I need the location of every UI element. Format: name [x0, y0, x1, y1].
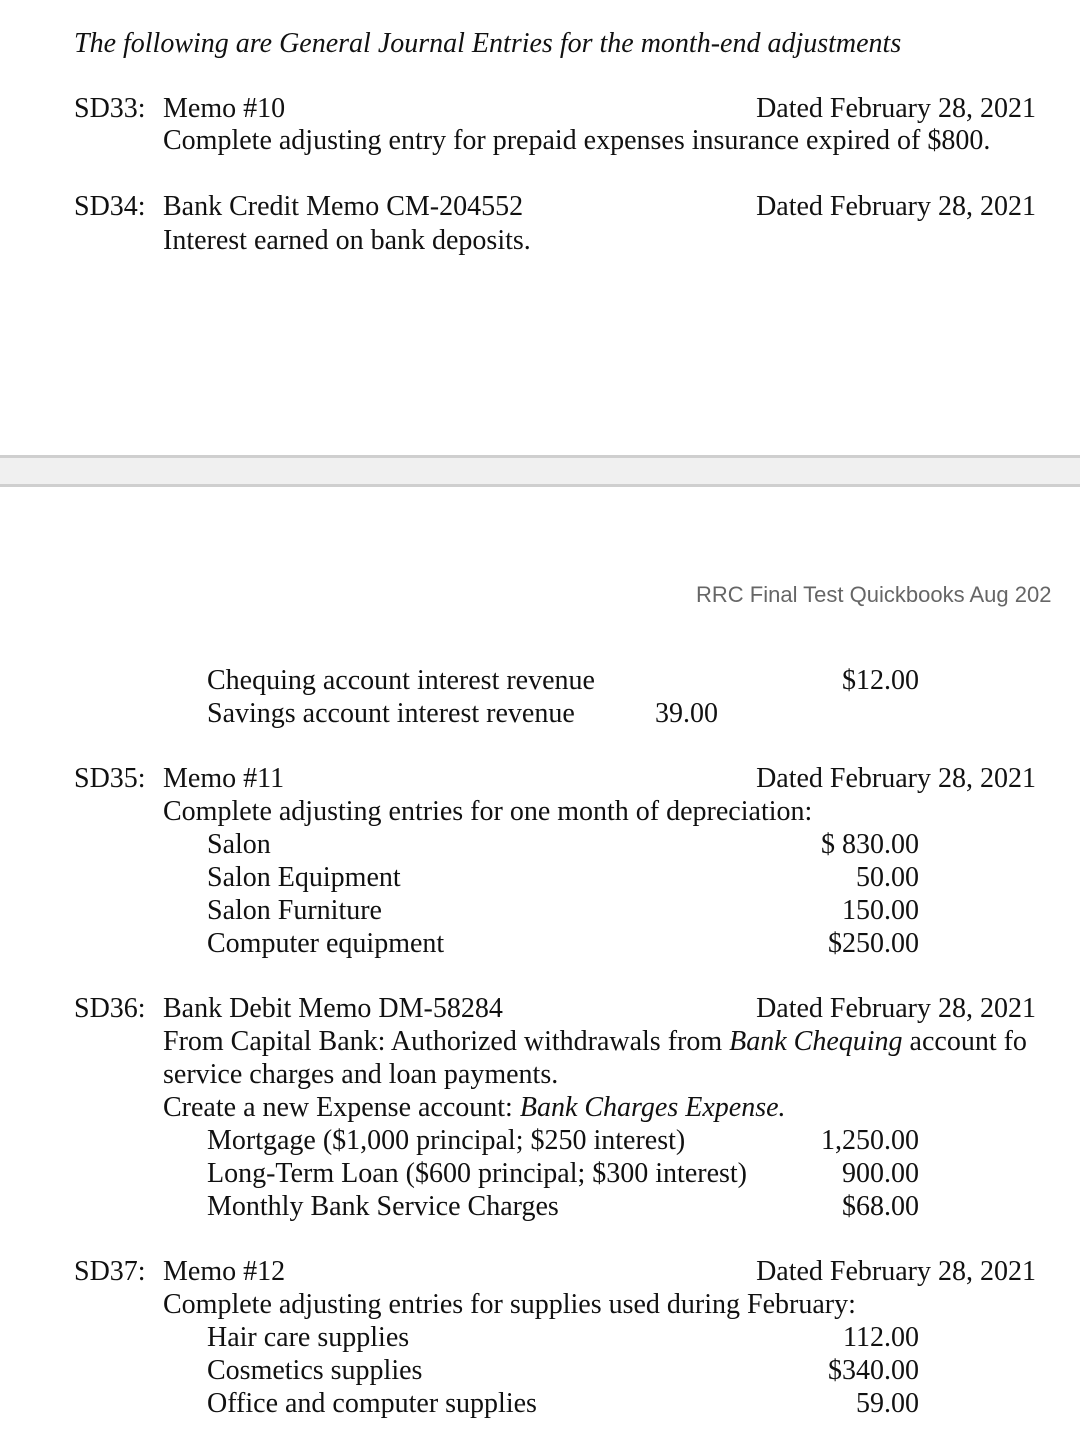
entry-date: Dated February 28, 2021 [756, 191, 1036, 222]
line-item-label: Mortgage ($1,000 principal; $250 interest) [207, 1125, 686, 1156]
entry-date: Dated February 28, 2021 [756, 993, 1036, 1024]
line-item-amount: $250.00 [828, 928, 919, 959]
line-item-label: Long-Term Loan ($600 principal; $300 interest) [207, 1158, 747, 1189]
entry-description: Complete adjusting entries for supplies used during February: [163, 1289, 856, 1320]
entry-description: Complete adjusting entry for prepaid expenses insurance expired of $800. [163, 125, 991, 156]
page-break-separator [0, 455, 1080, 487]
line-item-label: Salon Equipment [207, 862, 401, 893]
entry-instruction: Create a new Expense account: Bank Charges Expense. [163, 1092, 786, 1123]
line-item-label: Office and computer supplies [207, 1388, 537, 1419]
entry-description-line2: service charges and loan payments. [163, 1059, 559, 1090]
line-item-amount: 900.00 [842, 1158, 919, 1189]
entry-id: SD36: [74, 993, 146, 1024]
entry-date: Dated February 28, 2021 [756, 763, 1036, 794]
line-item-label: Monthly Bank Service Charges [207, 1191, 559, 1222]
line-item-amount: $68.00 [842, 1191, 919, 1222]
entry-id: SD33: [74, 93, 146, 124]
entry-id: SD37: [74, 1256, 146, 1287]
entry-date: Dated February 28, 2021 [756, 93, 1036, 124]
line-item-amount: 39.00 [655, 698, 718, 729]
entry-memo: Memo #10 [163, 93, 286, 124]
line-item-amount: 112.00 [843, 1322, 919, 1353]
entry-id: SD35: [74, 763, 146, 794]
entry-memo: Memo #12 [163, 1256, 286, 1287]
line-item-label: Computer equipment [207, 928, 445, 959]
line-item-label: Chequing account interest revenue [207, 665, 595, 696]
line-item-label: Savings account interest revenue [207, 698, 575, 729]
entry-id: SD34: [74, 191, 146, 222]
entry-memo: Bank Debit Memo DM-58284 [163, 993, 503, 1024]
line-item-label: Cosmetics supplies [207, 1355, 423, 1386]
line-item-label: Salon Furniture [207, 895, 382, 926]
entry-memo: Bank Credit Memo CM-204552 [163, 191, 524, 222]
entry-date: Dated February 28, 2021 [756, 1256, 1036, 1287]
line-item-amount: 59.00 [856, 1388, 919, 1419]
entry-memo: Memo #11 [163, 763, 285, 794]
entry-description: From Capital Bank: Authorized withdrawals from Bank Chequing account fo [163, 1026, 1027, 1057]
line-item-amount: $12.00 [842, 665, 919, 696]
page-footer: RRC Final Test Quickbooks Aug 202 [696, 582, 1052, 607]
line-item-label: Salon [207, 829, 271, 860]
entry-description: Complete adjusting entries for one month of depreciation: [163, 796, 813, 827]
page-intro: The following are General Journal Entries for the month-end adjustments [74, 28, 902, 59]
line-item-label: Hair care supplies [207, 1322, 410, 1353]
line-item-amount: 150.00 [842, 895, 919, 926]
entry-description: Interest earned on bank deposits. [163, 225, 531, 256]
line-item-amount: $340.00 [828, 1355, 919, 1386]
line-item-amount: 1,250.00 [821, 1125, 919, 1156]
line-item-amount: 50.00 [856, 862, 919, 893]
line-item-amount: $ 830.00 [821, 829, 919, 860]
